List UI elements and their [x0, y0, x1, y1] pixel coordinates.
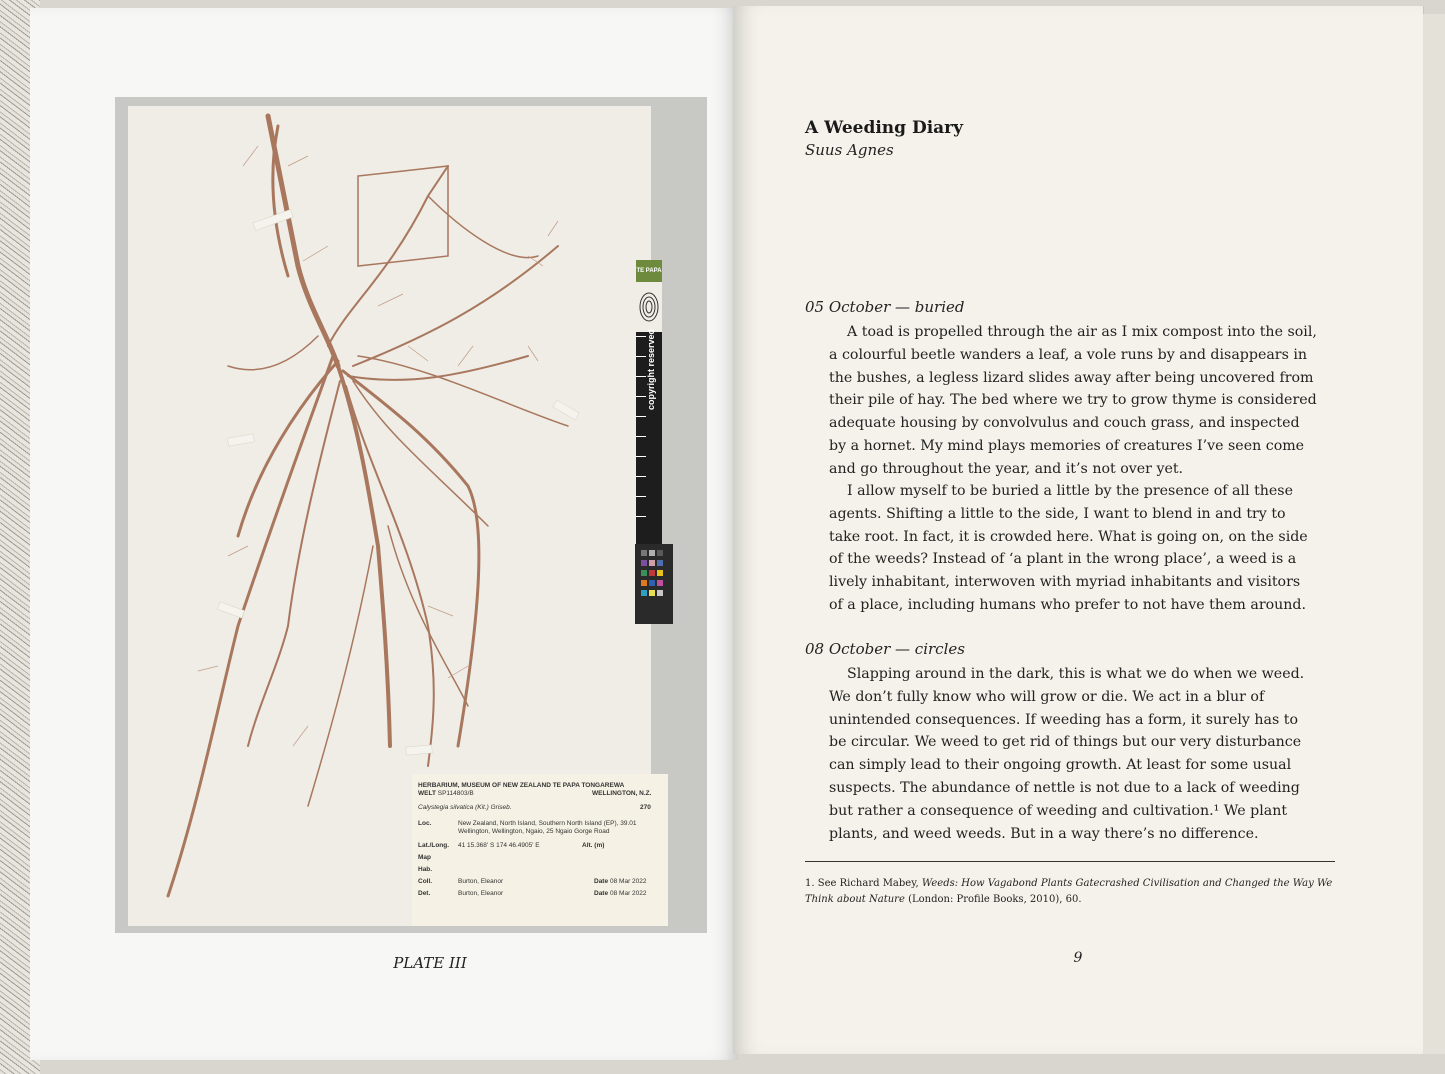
label-specimen-no: SP114803/B [437, 790, 474, 797]
label-map: Map [418, 854, 431, 861]
entry-heading: 08 October — circles [805, 640, 965, 658]
label-loc: Loc. [418, 820, 432, 827]
label-number: 270 [640, 804, 651, 811]
plate-photo [115, 97, 707, 933]
footnote-work: Weeds: How Vagabond Plants Gatecrashed Civilisation and Changed the Way We Think about Nature [805, 878, 1333, 905]
entry-heading: 05 October — buried [805, 298, 965, 316]
label-hab: Hab. [418, 866, 433, 873]
entry-paragraph: I allow myself to be buried a little by the presence of all these agents. Shifting a little to the side, I want to blend in and try to take root. In fact, it is crowded here. What is going on, on the side of the weeds? Instead of ‘a plant in the wrong place’, a weed is a lively inhabitant, interwoven with myriad inhabitants and visitors of a place, including humans who prefer to not have them around. [829, 483, 1308, 613]
label-loc-value-2: Wellington, Wellington, Ngaio, 25 Ngaio Gorge Road [458, 828, 610, 835]
fingerprint-icon [636, 282, 662, 332]
label-institution: HERBARIUM, MUSEUM OF NEW ZEALAND TE PAPA TONGAREWA [418, 782, 625, 789]
label-loc-value-1: New Zealand, North Island, Southern North Island (EP), 39.01 [458, 820, 637, 827]
label-coll-value: Burton, Eleanor [458, 878, 504, 885]
label-latlong-value: 41 15.368' S 174 46.4905' E [458, 842, 540, 849]
label-det-date-label: Date [594, 890, 609, 897]
footnote-rule [805, 861, 1335, 862]
label-city: WELLINGTON, N.Z. [592, 790, 652, 797]
page-number: 9 [1073, 950, 1083, 966]
page-edge [1423, 14, 1445, 1054]
footnote-number: 1. [805, 878, 815, 889]
scale-copyright-text: copyright reserved [646, 328, 656, 410]
label-code: WELT [418, 790, 436, 797]
plate-caption: PLATE III [393, 954, 467, 972]
left-page [30, 8, 738, 1060]
te-papa-logo: TE PAPA [636, 260, 662, 282]
label-coll: Coll. [418, 878, 433, 885]
essay-title: A Weeding Diary [805, 118, 964, 138]
label-taxon: Calystegia silvatica (Kit.) Griseb. [418, 804, 512, 811]
label-det: Det. [418, 890, 431, 897]
entry-paragraph: A toad is propelled through the air as I mix compost into the soil, a colourful beetle wanders a leaf, a vole runs by and disappears in the bushes, a legless lizard slides away after being uncovered from their pile of hay. The bed where we try to grow thyme is considered adequate housing by convolvulus and couch grass, and inspected by a hornet. My mind plays memories of creatures I’ve seen come and go throughout the year, and it’s not over yet. [829, 324, 1317, 477]
color-calibration-chart [635, 544, 673, 624]
ruler-ticks [636, 336, 646, 536]
label-coll-date-label: Date [594, 878, 609, 885]
right-page [733, 6, 1424, 1054]
footnote [805, 876, 1345, 908]
label-det-value: Burton, Eleanor [458, 890, 504, 897]
herbarium-label [412, 774, 668, 926]
measurement-scale [636, 260, 662, 547]
label-latlong: Lat./Long. [418, 842, 450, 849]
entry-paragraph: Slapping around in the dark, this is what we do when we weed. We don’t fully know who will grow or die. We act in a blur of unintended consequences. If weeding has a form, it surely has to be circular. We weed to get rid of things but our very disturbance can simply lead to their ongoing growth. At least for some usual suspects. The abundance of nettle is not due to a lack of weeding but rather a consequence of weeding and cultivation.¹ We plant plants, and weed weeds. But in a way there’s no difference. [829, 666, 1305, 842]
label-det-date: 08 Mar 2022 [610, 890, 647, 897]
essay-author: Suus Agnes [805, 141, 894, 159]
footnote-pre: See Richard Mabey, [817, 878, 919, 889]
label-coll-date: 08 Mar 2022 [610, 878, 647, 885]
label-alt: Alt. (m) [582, 842, 605, 849]
footnote-post: (London: Profile Books, 2010), 60. [908, 894, 1082, 905]
